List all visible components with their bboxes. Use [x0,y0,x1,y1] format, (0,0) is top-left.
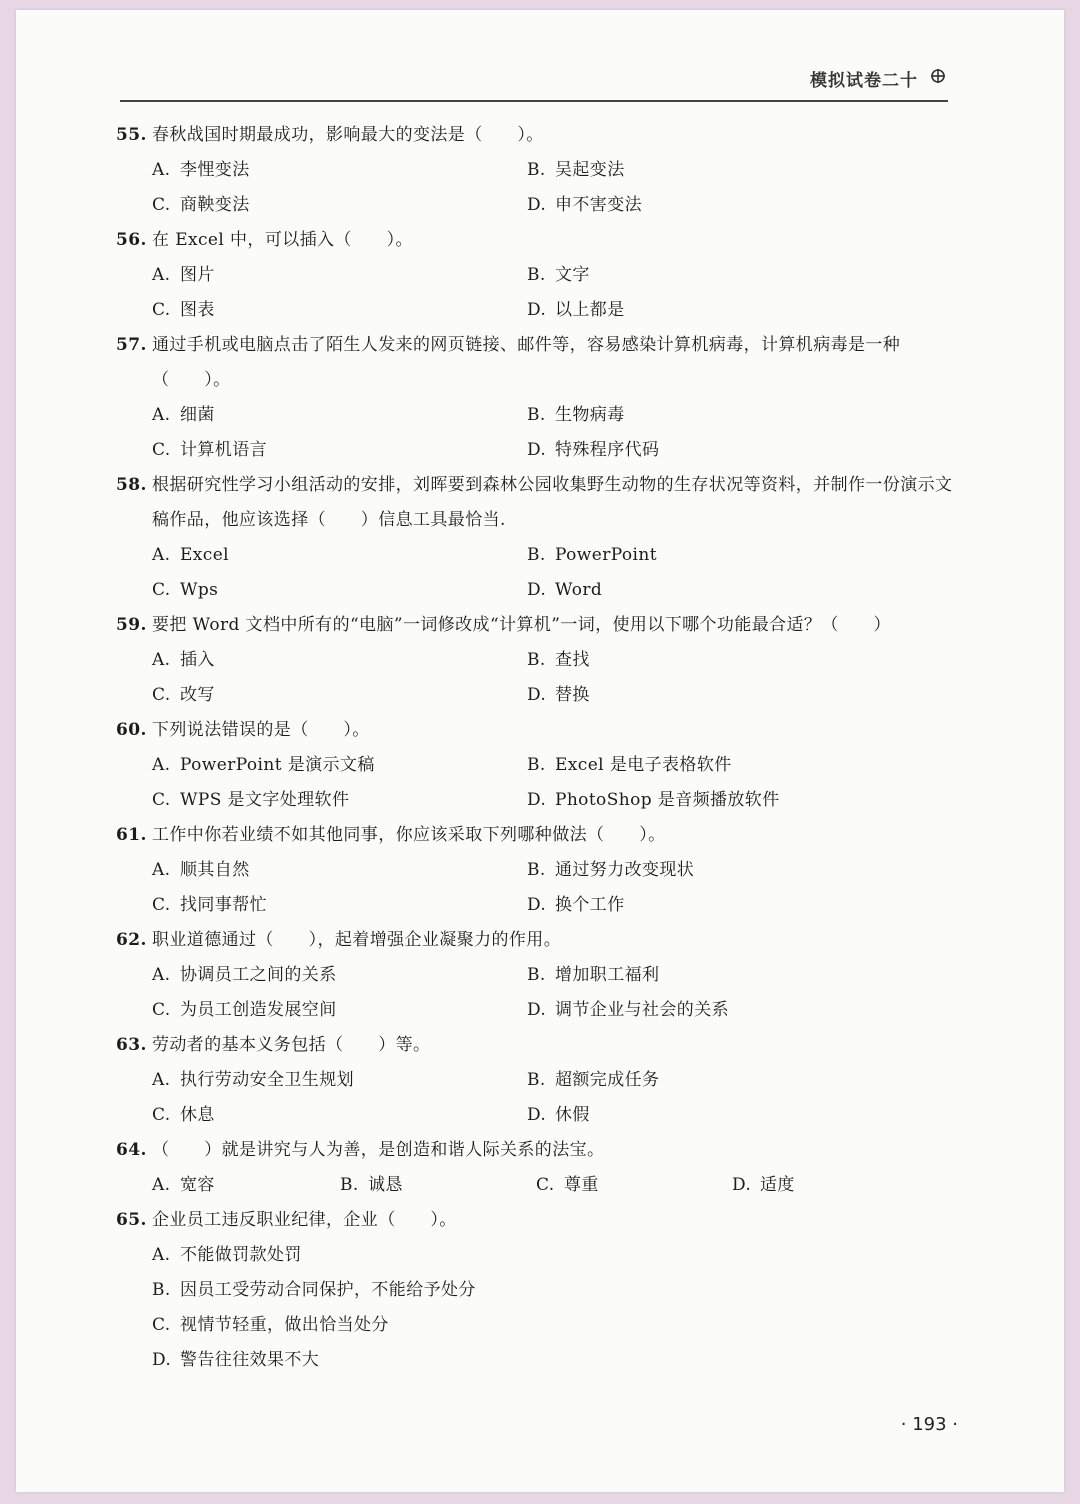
question-55-options [116,153,966,223]
option-a [152,748,527,783]
option-text: Wps [180,580,219,600]
header-title: 模拟试卷二十 [810,71,918,91]
option-letter: D. [527,440,547,460]
option-letter: D. [527,1000,547,1020]
option-text: Excel [180,545,230,565]
option-text: 吴起变法 [555,160,625,180]
question-number: 63. [116,1035,147,1055]
question-59-options [116,643,966,713]
question-55 [116,118,966,153]
question-64 [116,1133,966,1168]
option-letter: B. [527,860,546,880]
question-65 [116,1203,966,1238]
option-a [152,398,527,433]
option-d [527,678,907,713]
option-b [340,1168,536,1203]
option-letter: A. [152,160,171,180]
question-63 [116,1028,966,1063]
question-number: 61. [116,825,147,845]
option-letter: D. [527,195,547,215]
option-letter: C. [536,1175,555,1195]
option-text: 图片 [180,265,215,285]
option-text: 查找 [555,650,590,670]
question-57 [116,328,966,398]
option-letter: C. [152,895,171,915]
crosshair-circle-icon [930,68,946,84]
option-letter: C. [152,1105,171,1125]
option-b [527,853,907,888]
question-58-options [116,538,966,608]
option-text: 特殊程序代码 [555,440,660,460]
option-text: 文字 [555,265,590,285]
option-text: PowerPoint 是演示文稿 [180,755,375,775]
option-d [152,1343,852,1378]
option-text: 为员工创造发展空间 [180,1000,337,1020]
option-a [152,1238,852,1273]
question-text: 根据研究性学习小组活动的安排，刘晖要到森林公园收集野生动物的生存状况等资料，并制作一份演示文稿作品，他应该选择（ ）信息工具最恰当. [152,475,953,530]
question-62-options [116,958,966,1028]
option-text: 协调员工之间的关系 [180,965,337,985]
question-60 [116,713,966,748]
option-letter: A. [152,1175,171,1195]
question-text: 在 Excel 中，可以插入（ ）。 [152,230,413,250]
option-d [527,293,907,328]
question-63-options [116,1063,966,1133]
option-d [527,433,907,468]
option-text: 适度 [760,1175,795,1195]
option-letter: B. [527,965,546,985]
question-64-options [116,1168,966,1203]
question-61-options [116,853,966,923]
option-letter: A. [152,1070,171,1090]
option-letter: A. [152,860,171,880]
question-65-options [116,1238,966,1378]
page-number: · 193 · [900,1414,958,1435]
option-text: Excel 是电子表格软件 [555,755,732,775]
option-text: Word [555,580,603,600]
option-c [152,1308,852,1343]
option-text: 因员工受劳动合同保护，不能给予处分 [180,1280,476,1300]
option-d [527,188,907,223]
option-d [527,993,907,1028]
option-text: 图表 [180,300,215,320]
option-letter: C. [152,440,171,460]
page-header [120,64,948,102]
question-text: 劳动者的基本义务包括（ ）等。 [152,1035,431,1055]
option-letter: C. [152,685,171,705]
question-number: 58. [116,475,147,495]
option-c [152,1098,527,1133]
option-letter: A. [152,965,171,985]
option-b [152,1273,852,1308]
option-c [152,993,527,1028]
option-b [527,958,907,993]
option-letter: B. [527,755,546,775]
question-62 [116,923,966,958]
option-d [527,888,907,923]
option-b [527,398,907,433]
option-letter: D. [732,1175,752,1195]
option-text: WPS 是文字处理软件 [180,790,350,810]
option-text: 申不害变法 [555,195,642,215]
option-letter: D. [152,1350,172,1370]
option-text: 以上都是 [555,300,625,320]
option-c [152,678,527,713]
option-a [152,1168,340,1203]
question-list [116,118,966,1378]
option-letter: A. [152,545,171,565]
option-text: 诚恳 [368,1175,403,1195]
question-text: （ ）就是讲究与人为善，是创造和谐人际关系的法宝。 [152,1140,605,1160]
option-text: 视情节轻重，做出恰当处分 [180,1315,389,1335]
option-a [152,853,527,888]
option-d [527,783,907,818]
question-number: 55. [116,125,147,145]
option-letter: D. [527,790,547,810]
option-text: 改写 [180,685,215,705]
question-text: 下列说法错误的是（ ）。 [152,720,370,740]
option-d [527,573,907,608]
question-number: 65. [116,1210,147,1230]
option-letter: A. [152,1245,171,1265]
option-letter: B. [527,405,546,425]
option-b [527,1063,907,1098]
option-text: 增加职工福利 [555,965,660,985]
option-letter: B. [527,1070,546,1090]
option-text: 顺其自然 [180,860,250,880]
option-c [152,188,527,223]
option-c [152,293,527,328]
option-letter: B. [527,545,546,565]
option-a [152,538,527,573]
question-60-options [116,748,966,818]
option-text: 商鞅变法 [180,195,250,215]
question-number: 59. [116,615,147,635]
option-text: 换个工作 [555,895,625,915]
question-text: 春秋战国时期最成功，影响最大的变法是（ ）。 [152,125,544,145]
option-letter: C. [152,1315,171,1335]
option-c [152,433,527,468]
option-letter: B. [527,650,546,670]
option-a [152,958,527,993]
option-text: 尊重 [564,1175,599,1195]
option-text: 李悝变法 [180,160,250,180]
option-text: 调节企业与社会的关系 [555,1000,729,1020]
option-letter: B. [340,1175,359,1195]
option-letter: C. [152,790,171,810]
option-letter: A. [152,650,171,670]
option-text: 替换 [555,685,590,705]
option-b [527,643,907,678]
option-text: 宽容 [180,1175,215,1195]
question-text: 要把 Word 文档中所有的“电脑”一词修改成“计算机”一词，使用以下哪个功能最合适？（ ） [152,615,891,635]
option-text: PhotoShop 是音频播放软件 [555,790,780,810]
question-59 [116,608,966,643]
option-a [152,258,527,293]
option-b [527,258,907,293]
option-c [152,783,527,818]
option-letter: B. [152,1280,171,1300]
option-text: 休假 [555,1105,590,1125]
option-text: PowerPoint [555,545,657,565]
option-letter: A. [152,755,171,775]
option-b [527,538,907,573]
option-text: 休息 [180,1105,215,1125]
question-number: 60. [116,720,147,740]
option-text: 生物病毒 [555,405,625,425]
option-letter: C. [152,195,171,215]
question-57-options [116,398,966,468]
option-text: 不能做罚款处罚 [180,1245,302,1265]
question-number: 57. [116,335,147,355]
question-58 [116,468,966,538]
option-letter: C. [152,1000,171,1020]
question-61 [116,818,966,853]
option-letter: B. [527,160,546,180]
option-text: 警告往往效果不大 [180,1350,320,1370]
question-text: 工作中你若业绩不如其他同事，你应该采取下列哪种做法（ ）。 [152,825,666,845]
option-a [152,1063,527,1098]
option-text: 通过努力改变现状 [555,860,695,880]
question-56 [116,223,966,258]
option-b [527,748,907,783]
option-text: 细菌 [180,405,215,425]
option-d [527,1098,907,1133]
option-letter: B. [527,265,546,285]
question-number: 62. [116,930,147,950]
option-letter: C. [152,580,171,600]
option-b [527,153,907,188]
option-text: 超额完成任务 [555,1070,660,1090]
option-c [152,573,527,608]
question-number: 64. [116,1140,147,1160]
option-text: 计算机语言 [180,440,267,460]
option-letter: D. [527,300,547,320]
question-number: 56. [116,230,147,250]
option-d [732,1168,912,1203]
option-letter: C. [152,300,171,320]
option-a [152,643,527,678]
question-text: 通过手机或电脑点击了陌生人发来的网页链接、邮件等，容易感染计算机病毒，计算机病毒是一种（ ）。 [152,335,901,390]
option-letter: D. [527,580,547,600]
exam-page [16,10,1064,1492]
option-c [536,1168,732,1203]
option-letter: D. [527,1105,547,1125]
question-text: 企业员工违反职业纪律，企业（ ）。 [152,1210,457,1230]
option-letter: A. [152,405,171,425]
option-letter: A. [152,265,171,285]
option-letter: D. [527,685,547,705]
option-a [152,153,527,188]
question-56-options [116,258,966,328]
option-c [152,888,527,923]
option-letter: D. [527,895,547,915]
option-text: 执行劳动安全卫生规划 [180,1070,354,1090]
option-text: 找同事帮忙 [180,895,267,915]
question-text: 职业道德通过（ ），起着增强企业凝聚力的作用。 [152,930,562,950]
option-text: 插入 [180,650,215,670]
